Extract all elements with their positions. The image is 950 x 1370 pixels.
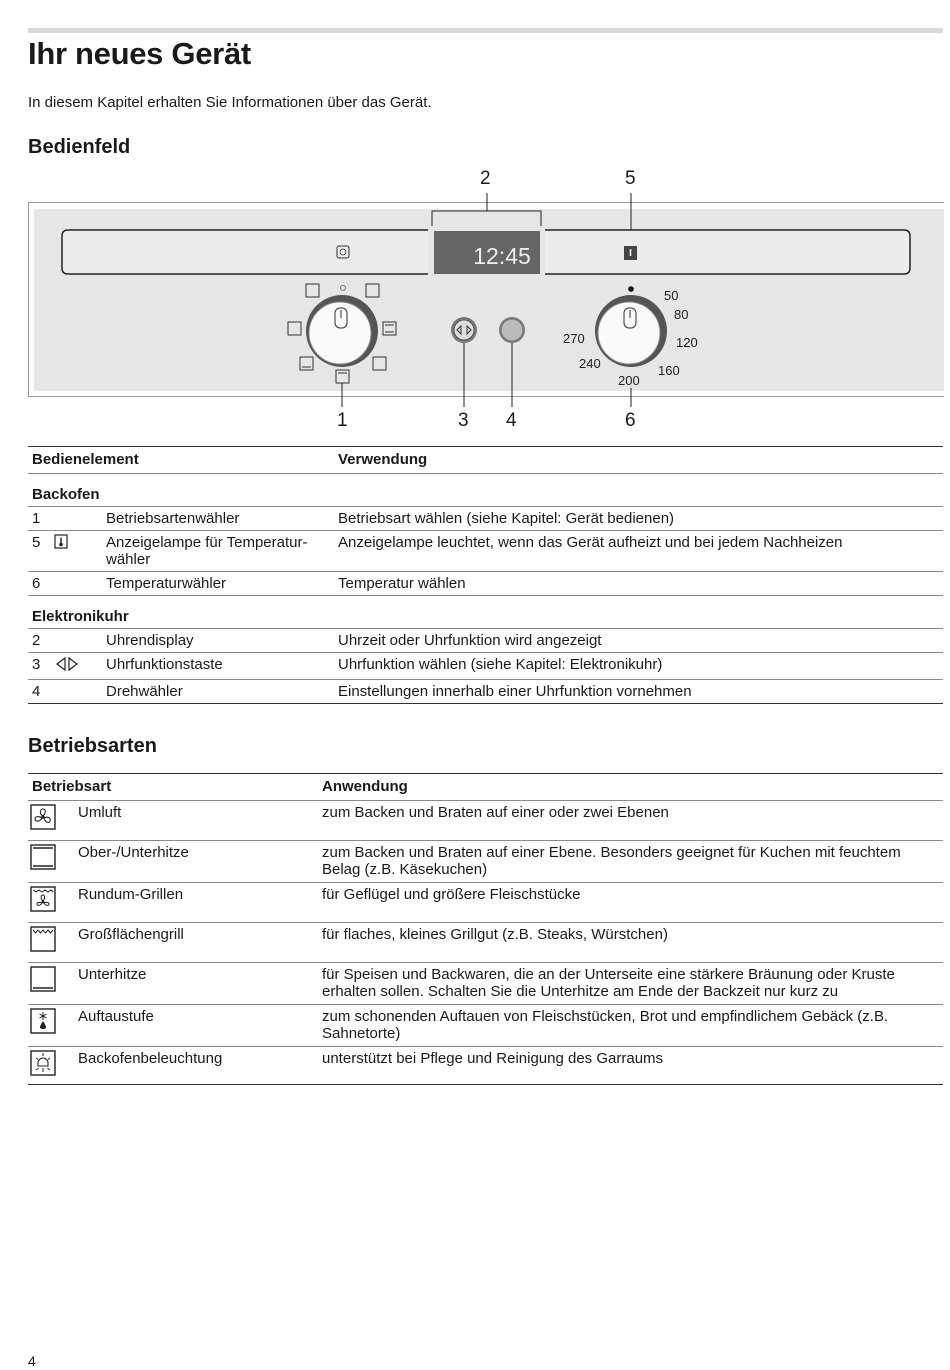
page-number: 4 — [28, 1353, 36, 1369]
element-name: Uhrfunktionstaste — [106, 656, 223, 673]
table-row — [28, 883, 943, 923]
mode-name: Ober-/Unterhitze — [78, 844, 189, 861]
mode-application: zum Backen und Braten auf einer oder zwei Ebenen — [322, 804, 669, 821]
element-usage: Anzeigelampe leuchtet, wenn das Gerät aufheizt und bei jedem Nachheizen — [338, 534, 843, 551]
mode-name: Umluft — [78, 804, 122, 821]
element-name: Temperaturwähler — [106, 575, 227, 592]
bottom-heat-icon — [30, 966, 56, 992]
clock-display-text: 12:45 — [473, 243, 531, 269]
temperature-knob — [595, 295, 667, 367]
fan-icon — [30, 804, 56, 830]
section-heading-control-panel: Bedienfeld — [28, 136, 131, 158]
element-name: Anzeigelampe für Temperatur-wähler — [106, 534, 308, 568]
temperature-off-marker — [628, 286, 634, 292]
element-name: Betriebsartenwähler — [106, 510, 240, 527]
scale-label: 270 — [563, 331, 585, 346]
group-heading-clock: Elektronikuhr — [28, 596, 943, 629]
oven-light-icon — [30, 1050, 56, 1076]
mode-application: für Geflügel und größere Fleischstücke — [322, 886, 581, 903]
callout-3: 3 — [458, 410, 469, 431]
table-row — [28, 963, 943, 1005]
column-header-mode: Betriebsart — [32, 778, 112, 795]
scale-label: 50 — [664, 288, 679, 303]
operating-modes-table — [28, 773, 943, 1085]
defrost-icon — [30, 1008, 56, 1034]
clock-function-button — [451, 317, 477, 343]
scale-label: 160 — [658, 363, 680, 378]
element-usage: Temperatur wählen — [338, 575, 466, 592]
mode-application: zum Backen und Braten auf einer Ebene. Besonders geeignet für Kuchen mit feuchtem Belag (z.B. Käsekuchen) — [322, 844, 901, 878]
table-row — [28, 1005, 943, 1047]
mode-application: zum schonenden Auftauen von Fleischstücken, Brot und empfindlichem Gebäck (z.B. Sahnetorte) — [322, 1008, 889, 1042]
column-header-element: Bedienelement — [32, 451, 139, 468]
table-row — [28, 531, 943, 572]
group-heading-oven: Backofen — [28, 474, 943, 507]
element-name: Drehwähler — [106, 683, 183, 700]
row-number: 4 — [32, 683, 41, 700]
callout-4: 4 — [506, 410, 517, 431]
thermometer-lamp-icon — [54, 534, 68, 550]
table-row — [28, 923, 943, 963]
large-grill-icon — [30, 926, 56, 952]
callout-6: 6 — [625, 410, 636, 431]
table-row — [28, 1047, 943, 1085]
control-panel-drawing — [0, 0, 950, 440]
mode-application: unterstützt bei Pflege und Reinigung des Garraums — [322, 1050, 664, 1067]
mode-name: Backofenbeleuchtung — [78, 1050, 223, 1067]
mode-name: Unterhitze — [78, 966, 147, 983]
rotisserie-grill-icon — [30, 886, 56, 912]
intro-text: In diesem Kapitel erhalten Sie Informationen über das Gerät. — [28, 94, 432, 111]
row-number: 3 — [32, 656, 41, 673]
table-row — [28, 507, 943, 531]
mode-name: Auftaustufe — [78, 1008, 154, 1025]
rotary-selector-button — [499, 317, 525, 343]
mode-selector-knob — [306, 295, 378, 367]
table-row — [28, 572, 943, 596]
element-usage: Uhrzeit oder Uhrfunktion wird angezeigt — [338, 632, 602, 649]
column-header-application: Anwendung — [322, 778, 408, 795]
callout-2: 2 — [480, 168, 491, 189]
scale-label: 200 — [618, 373, 640, 388]
row-number: 5 — [32, 534, 41, 551]
row-number: 2 — [32, 632, 41, 649]
mode-name: Großflächengrill — [78, 926, 184, 943]
element-usage: Einstellungen innerhalb einer Uhrfunktion vornehmen — [338, 683, 692, 700]
table-row — [28, 680, 943, 704]
callout-5: 5 — [625, 168, 636, 189]
top-bottom-heat-icon — [30, 844, 56, 870]
mode-application: für Speisen und Backwaren, die an der Unterseite eine stärkere Bräunung oder Kruste erhalten sollen. Schalten Sie die Unterhitze am Ende der Backzeit nur kurz zu — [322, 966, 895, 1000]
temperature-lamp-icon — [624, 246, 637, 260]
mode-name: Rundum-Grillen — [78, 886, 184, 903]
scale-label: 240 — [579, 356, 601, 371]
table-row — [28, 801, 943, 841]
scale-label: 120 — [676, 335, 698, 350]
scale-label: 80 — [674, 307, 689, 322]
row-number: 6 — [32, 575, 41, 592]
page-title: Ihr neues Gerät — [28, 36, 251, 71]
table-row — [28, 653, 943, 680]
row-number: 1 — [32, 510, 41, 527]
element-usage: Uhrfunktion wählen (siehe Kapitel: Elektronikuhr) — [338, 656, 663, 673]
callout-1: 1 — [337, 410, 348, 431]
element-usage: Betriebsart wählen (siehe Kapitel: Gerät bedienen) — [338, 510, 675, 527]
element-name: Uhrendisplay — [106, 632, 194, 649]
control-elements-table — [28, 446, 943, 704]
mode-application: für flaches, kleines Grillgut (z.B. Steaks, Würstchen) — [322, 926, 668, 943]
section-heading-operating-modes: Betriebsarten — [28, 735, 157, 757]
table-row — [28, 841, 943, 883]
column-header-usage: Verwendung — [338, 451, 428, 468]
off-marker — [341, 286, 346, 291]
clock-function-arrows-icon — [54, 656, 82, 672]
table-row — [28, 629, 943, 653]
